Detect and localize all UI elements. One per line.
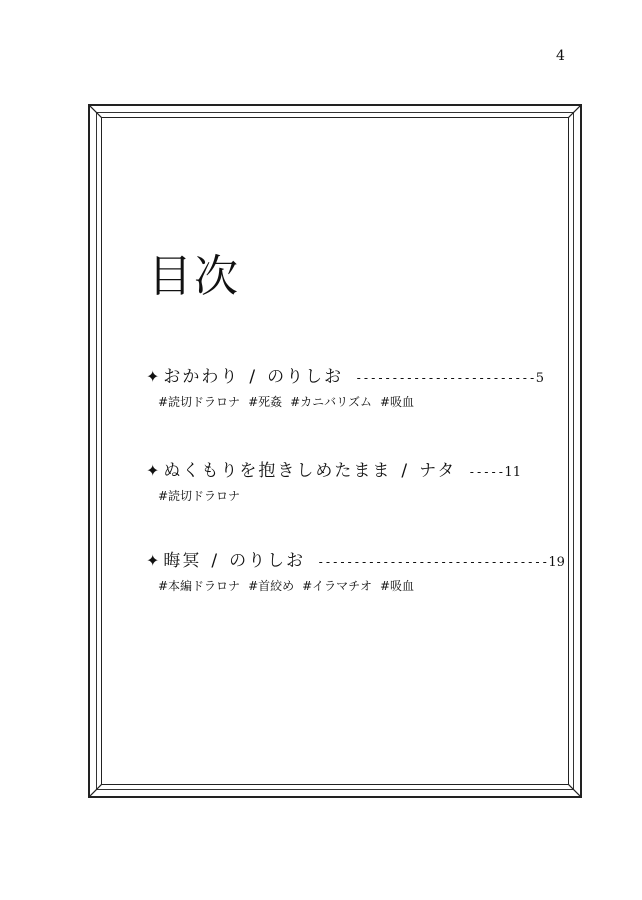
dot-leader: ------------------------- — [355, 371, 536, 385]
toc-title: 目次 — [148, 251, 240, 302]
star-icon: ✦ — [146, 461, 162, 480]
tag: #本編ドラロナ — [158, 579, 241, 593]
toc-entry-line — [146, 362, 546, 387]
entry-title: 晦冥 — [163, 551, 202, 571]
page-number: 4 — [556, 48, 565, 64]
entry-tags — [158, 487, 546, 504]
entry-page-number: 19 — [548, 555, 565, 570]
entry-title: おかわり — [163, 367, 240, 387]
entry-separator: / — [211, 551, 220, 571]
entry-separator: / — [401, 461, 410, 481]
toc-entry[interactable] — [146, 546, 565, 594]
entry-author: のりしお — [229, 551, 306, 571]
dot-leader: ----- — [468, 465, 505, 479]
entry-tags — [158, 393, 546, 410]
star-icon: ✦ — [146, 367, 162, 386]
tag: #読切ドラロナ — [158, 489, 241, 503]
tag: #カニバリズム — [290, 395, 372, 409]
tag: #死姦 — [248, 395, 283, 409]
entry-page-number: 11 — [504, 465, 521, 480]
tag: #吸血 — [379, 579, 415, 593]
entry-title: ぬくもりを抱きしめたまま — [163, 461, 392, 481]
entry-separator: / — [249, 367, 258, 387]
tag: #イラマチオ — [302, 579, 372, 593]
tag: #首絞め — [248, 579, 295, 593]
tag: #吸血 — [379, 395, 415, 409]
toc-entry[interactable] — [146, 456, 546, 504]
star-icon: ✦ — [146, 551, 162, 570]
entry-author: のりしお — [267, 367, 344, 387]
tag: #読切ドラロナ — [158, 395, 241, 409]
frame-corner-lines — [90, 106, 580, 796]
dot-leader: -------------------------------- — [317, 555, 549, 569]
entry-tags — [158, 577, 546, 594]
entry-page-number: 5 — [535, 371, 545, 386]
decorative-frame — [88, 104, 582, 798]
toc-entry-line — [146, 456, 546, 481]
toc-entry[interactable] — [146, 362, 546, 410]
toc-entry-line — [146, 546, 565, 571]
entry-author: ナタ — [419, 461, 457, 481]
